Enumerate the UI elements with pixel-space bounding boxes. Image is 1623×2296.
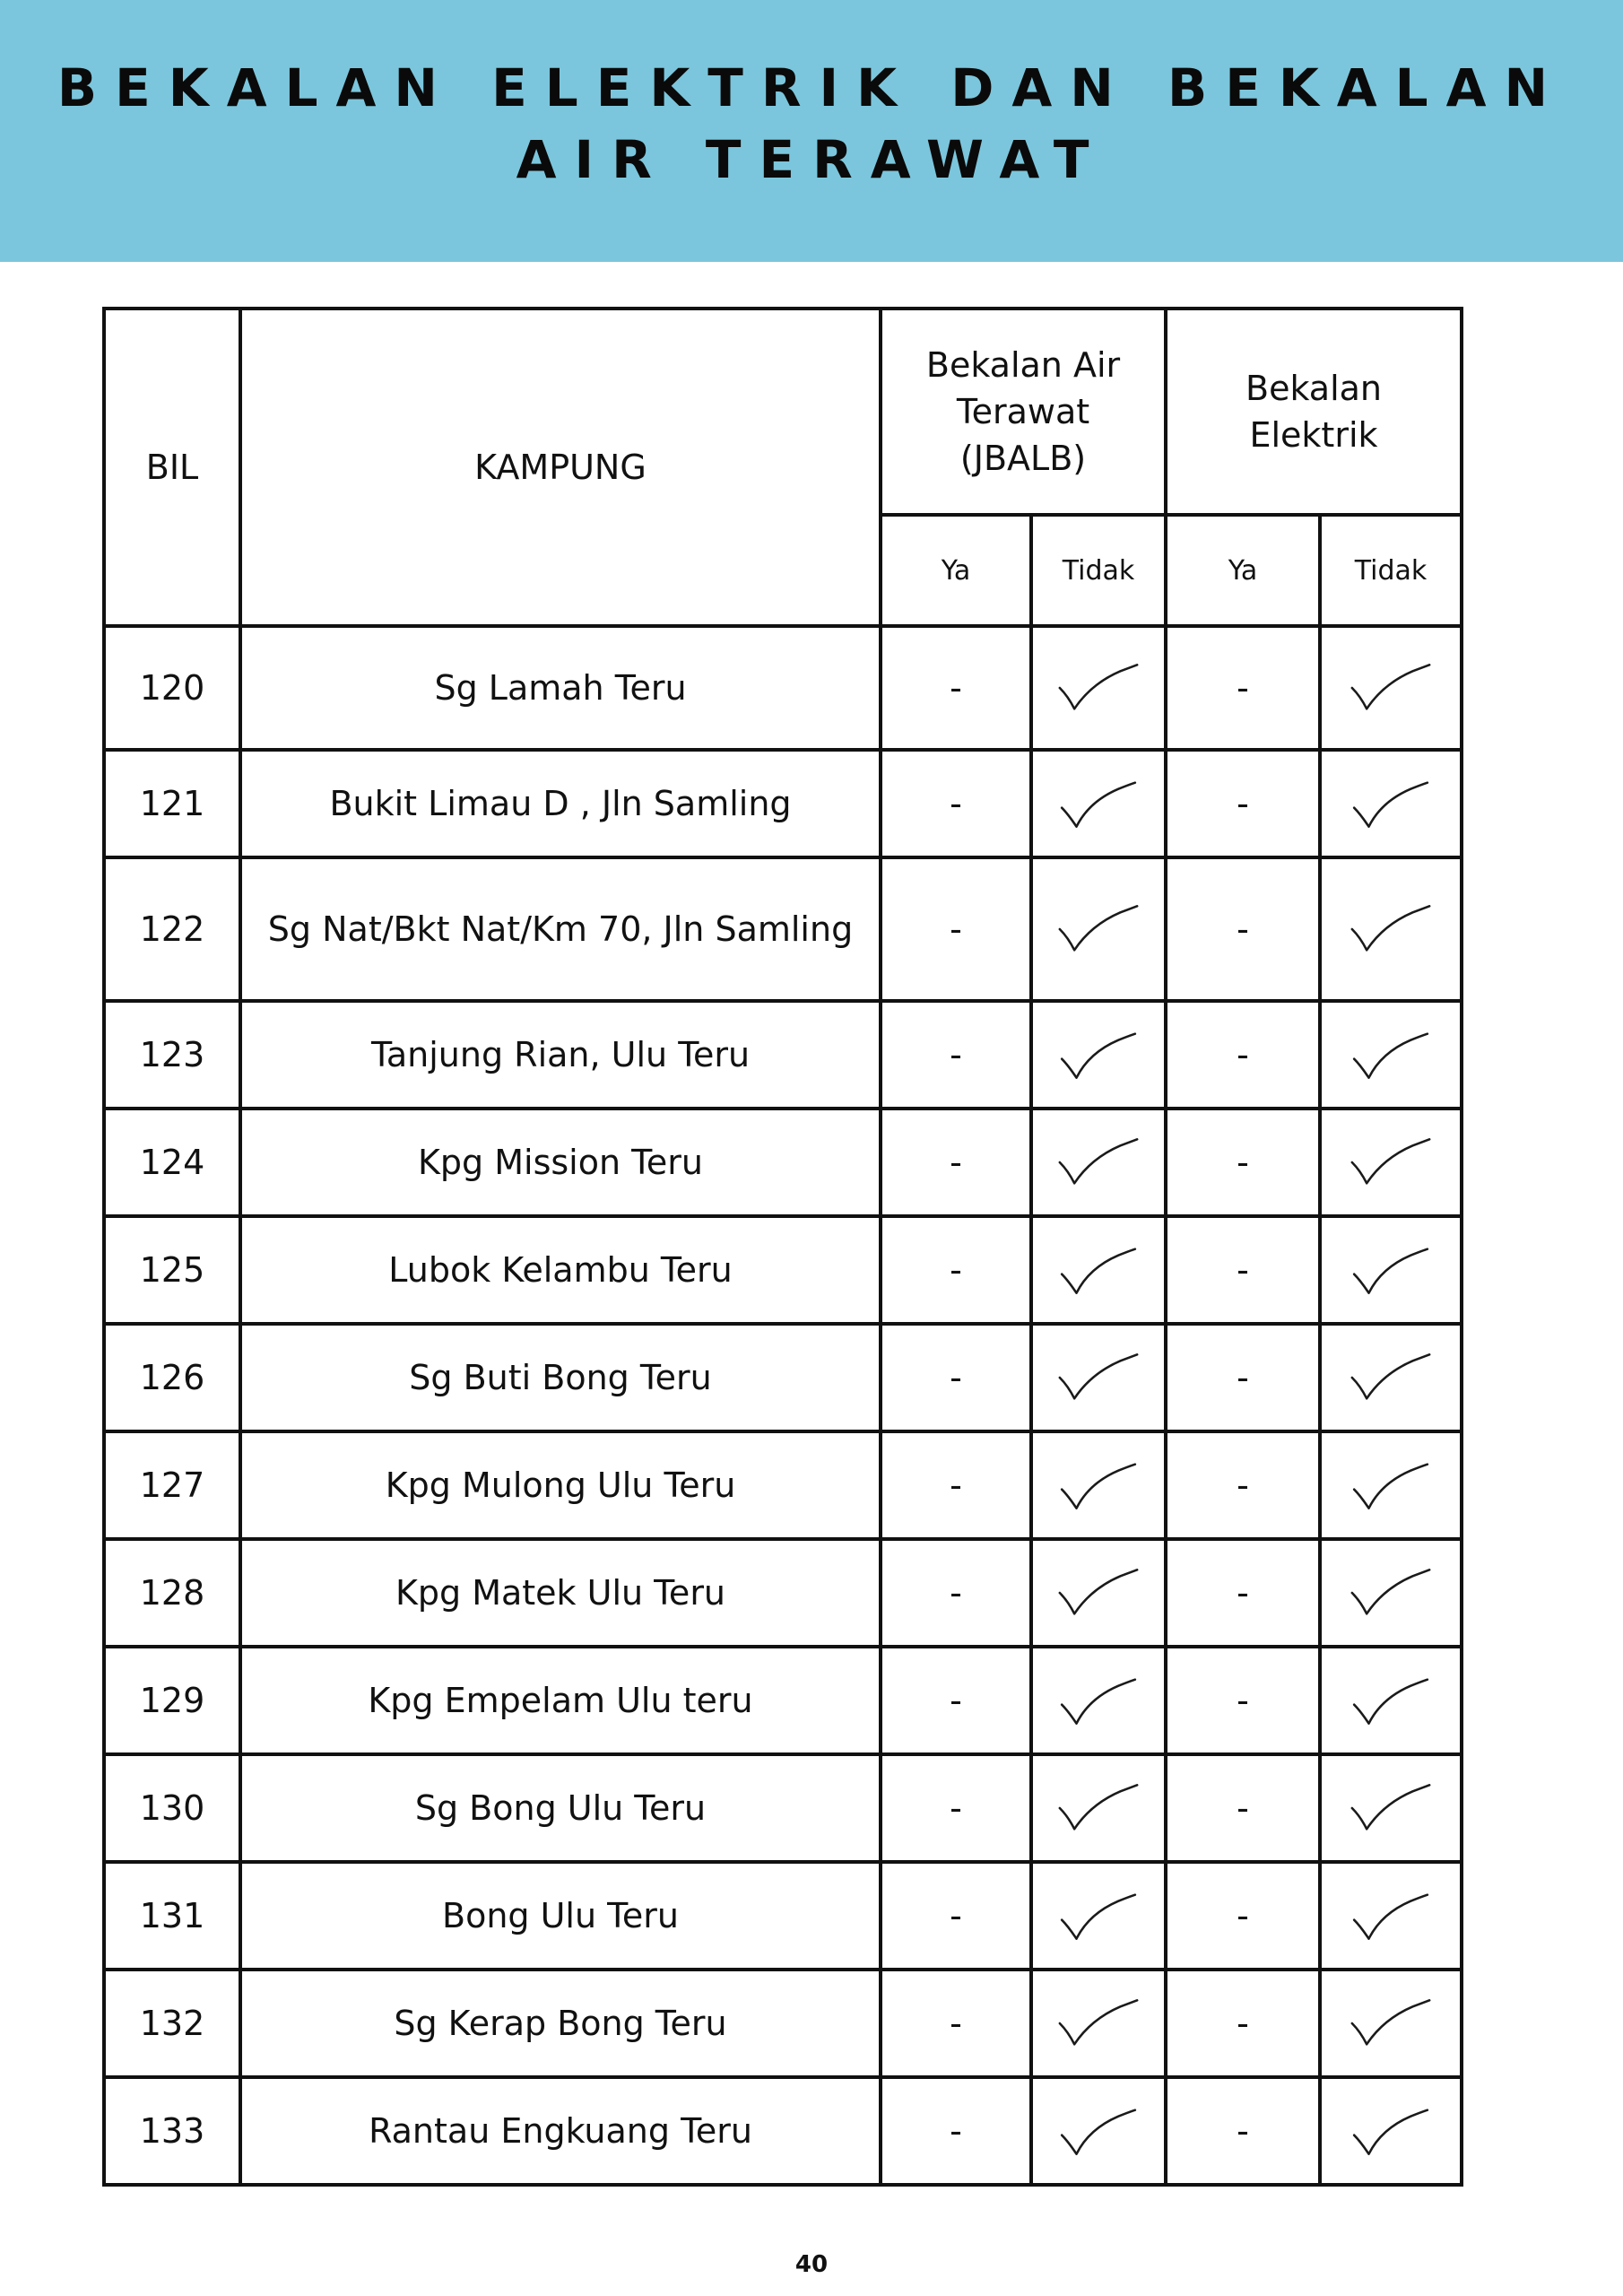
table-row	[104, 1324, 1462, 1431]
cell-kampung: Sg Nat/Bkt Nat/Km 70, Jln Samling	[240, 857, 881, 1001]
cell-air-ya: -	[881, 1862, 1031, 1970]
village-utility-table	[102, 307, 1463, 2187]
check-mark-icon	[1045, 1777, 1152, 1839]
cell-air-ya: -	[881, 1324, 1031, 1431]
check-mark-icon	[1045, 1669, 1152, 1732]
cell-bil: 130	[104, 1754, 240, 1862]
cell-elektrik-ya: -	[1166, 750, 1320, 857]
cell-air-ya: -	[881, 1001, 1031, 1109]
check-mark-icon	[1337, 1346, 1445, 1409]
page-title-line-2: AIR TERAWAT	[516, 129, 1107, 190]
table-row	[104, 857, 1462, 1001]
cell-elektrik-tidak	[1320, 1216, 1462, 1324]
cell-air-tidak	[1031, 1862, 1166, 1970]
page-title-line-1: BEKALAN ELEKTRIK DAN BEKALAN	[56, 57, 1567, 118]
check-mark-icon	[1045, 1346, 1152, 1409]
page-number: 40	[794, 2251, 829, 2278]
check-mark-icon	[1337, 1992, 1445, 2055]
check-mark-icon	[1045, 1884, 1152, 1947]
cell-elektrik-tidak	[1320, 1539, 1462, 1647]
check-mark-icon	[1045, 1023, 1152, 1086]
cell-kampung: Bong Ulu Teru	[240, 1862, 881, 1970]
cell-air-ya: -	[881, 750, 1031, 857]
cell-air-ya: -	[881, 1216, 1031, 1324]
cell-elektrik-ya: -	[1166, 2077, 1320, 2185]
check-mark-icon	[1337, 1884, 1445, 1947]
cell-elektrik-tidak	[1320, 1431, 1462, 1539]
check-mark-icon	[1337, 1777, 1445, 1839]
table-row	[104, 750, 1462, 857]
cell-bil: 126	[104, 1324, 240, 1431]
header-air-ya: Ya	[881, 515, 1031, 626]
check-mark-icon	[1045, 1239, 1152, 1301]
cell-air-tidak	[1031, 857, 1166, 1001]
check-mark-icon	[1045, 1454, 1152, 1517]
check-mark-icon	[1045, 1992, 1152, 2055]
cell-kampung: Tanjung Rian, Ulu Teru	[240, 1001, 881, 1109]
cell-air-tidak	[1031, 1001, 1166, 1109]
cell-bil: 123	[104, 1001, 240, 1109]
cell-air-tidak	[1031, 1647, 1166, 1754]
cell-air-ya: -	[881, 2077, 1031, 2185]
cell-kampung: Kpg Mission Teru	[240, 1109, 881, 1216]
page-title	[0, 52, 1623, 196]
cell-elektrik-tidak	[1320, 626, 1462, 750]
cell-bil: 122	[104, 857, 240, 1001]
check-mark-icon	[1337, 1454, 1445, 1517]
check-mark-icon	[1337, 2100, 1445, 2162]
check-mark-icon	[1045, 1561, 1152, 1624]
cell-elektrik-ya: -	[1166, 1431, 1320, 1539]
cell-elektrik-ya: -	[1166, 1970, 1320, 2077]
cell-elektrik-ya: -	[1166, 1324, 1320, 1431]
cell-kampung: Kpg Matek Ulu Teru	[240, 1539, 881, 1647]
cell-air-tidak	[1031, 626, 1166, 750]
table-row	[104, 1216, 1462, 1324]
cell-kampung: Kpg Empelam Ulu teru	[240, 1647, 881, 1754]
cell-elektrik-ya: -	[1166, 1647, 1320, 1754]
cell-air-tidak	[1031, 1216, 1166, 1324]
table-row	[104, 2077, 1462, 2185]
check-mark-icon	[1045, 772, 1152, 835]
cell-elektrik-ya: -	[1166, 626, 1320, 750]
cell-air-tidak	[1031, 750, 1166, 857]
cell-kampung: Lubok Kelambu Teru	[240, 1216, 881, 1324]
cell-bil: 124	[104, 1109, 240, 1216]
cell-air-ya: -	[881, 626, 1031, 750]
check-mark-icon	[1337, 1669, 1445, 1732]
check-mark-icon	[1045, 657, 1152, 719]
cell-air-tidak	[1031, 1754, 1166, 1862]
cell-air-tidak	[1031, 1324, 1166, 1431]
cell-kampung: Sg Bong Ulu Teru	[240, 1754, 881, 1862]
cell-elektrik-tidak	[1320, 857, 1462, 1001]
cell-air-ya: -	[881, 857, 1031, 1001]
table-row	[104, 1431, 1462, 1539]
cell-air-tidak	[1031, 1539, 1166, 1647]
header-air-tidak: Tidak	[1031, 515, 1166, 626]
cell-bil: 121	[104, 750, 240, 857]
cell-air-tidak	[1031, 1109, 1166, 1216]
cell-kampung: Sg Kerap Bong Teru	[240, 1970, 881, 2077]
check-mark-icon	[1337, 898, 1445, 961]
cell-kampung: Rantau Engkuang Teru	[240, 2077, 881, 2185]
check-mark-icon	[1337, 1023, 1445, 1086]
cell-bil: 132	[104, 1970, 240, 2077]
table-row	[104, 1539, 1462, 1647]
cell-air-ya: -	[881, 1431, 1031, 1539]
check-mark-icon	[1337, 772, 1445, 835]
cell-elektrik-tidak	[1320, 1754, 1462, 1862]
check-mark-icon	[1045, 2100, 1152, 2162]
cell-air-tidak	[1031, 2077, 1166, 2185]
cell-elektrik-ya: -	[1166, 1216, 1320, 1324]
header-elektrik-tidak: Tidak	[1320, 515, 1462, 626]
check-mark-icon	[1045, 1131, 1152, 1194]
cell-bil: 129	[104, 1647, 240, 1754]
table-row	[104, 1970, 1462, 2077]
table-row	[104, 1109, 1462, 1216]
cell-air-ya: -	[881, 1109, 1031, 1216]
cell-air-tidak	[1031, 1431, 1166, 1539]
cell-air-ya: -	[881, 1970, 1031, 2077]
header-bekalan-elektrik: Bekalan Elektrik	[1166, 309, 1462, 515]
check-mark-icon	[1337, 1239, 1445, 1301]
cell-kampung: Sg Lamah Teru	[240, 626, 881, 750]
table-row	[104, 1001, 1462, 1109]
cell-bil: 128	[104, 1539, 240, 1647]
cell-elektrik-ya: -	[1166, 857, 1320, 1001]
cell-elektrik-tidak	[1320, 1109, 1462, 1216]
cell-elektrik-tidak	[1320, 1647, 1462, 1754]
check-mark-icon	[1337, 657, 1445, 719]
header-bekalan-air: Bekalan Air Terawat (JBALB)	[881, 309, 1166, 515]
cell-elektrik-ya: -	[1166, 1001, 1320, 1109]
cell-air-tidak	[1031, 1970, 1166, 2077]
cell-kampung: Kpg Mulong Ulu Teru	[240, 1431, 881, 1539]
cell-elektrik-tidak	[1320, 1324, 1462, 1431]
table-body	[104, 626, 1462, 2185]
check-mark-icon	[1337, 1131, 1445, 1194]
cell-elektrik-tidak	[1320, 1970, 1462, 2077]
cell-air-ya: -	[881, 1647, 1031, 1754]
cell-air-ya: -	[881, 1539, 1031, 1647]
cell-bil: 127	[104, 1431, 240, 1539]
table-row	[104, 1862, 1462, 1970]
cell-elektrik-tidak	[1320, 1001, 1462, 1109]
cell-elektrik-tidak	[1320, 750, 1462, 857]
header-elektrik-ya: Ya	[1166, 515, 1320, 626]
cell-bil: 125	[104, 1216, 240, 1324]
header-kampung: KAMPUNG	[240, 309, 881, 626]
table-row	[104, 626, 1462, 750]
cell-elektrik-tidak	[1320, 2077, 1462, 2185]
title-banner	[0, 0, 1623, 262]
check-mark-icon	[1337, 1561, 1445, 1624]
table-row	[104, 1754, 1462, 1862]
cell-bil: 133	[104, 2077, 240, 2185]
cell-elektrik-ya: -	[1166, 1862, 1320, 1970]
cell-bil: 131	[104, 1862, 240, 1970]
cell-elektrik-ya: -	[1166, 1754, 1320, 1862]
header-bil: BIL	[104, 309, 240, 626]
cell-elektrik-tidak	[1320, 1862, 1462, 1970]
cell-air-ya: -	[881, 1754, 1031, 1862]
cell-elektrik-ya: -	[1166, 1539, 1320, 1647]
check-mark-icon	[1045, 898, 1152, 961]
cell-kampung: Bukit Limau D , Jln Samling	[240, 750, 881, 857]
cell-elektrik-ya: -	[1166, 1109, 1320, 1216]
cell-kampung: Sg Buti Bong Teru	[240, 1324, 881, 1431]
table-row	[104, 1647, 1462, 1754]
cell-bil: 120	[104, 626, 240, 750]
